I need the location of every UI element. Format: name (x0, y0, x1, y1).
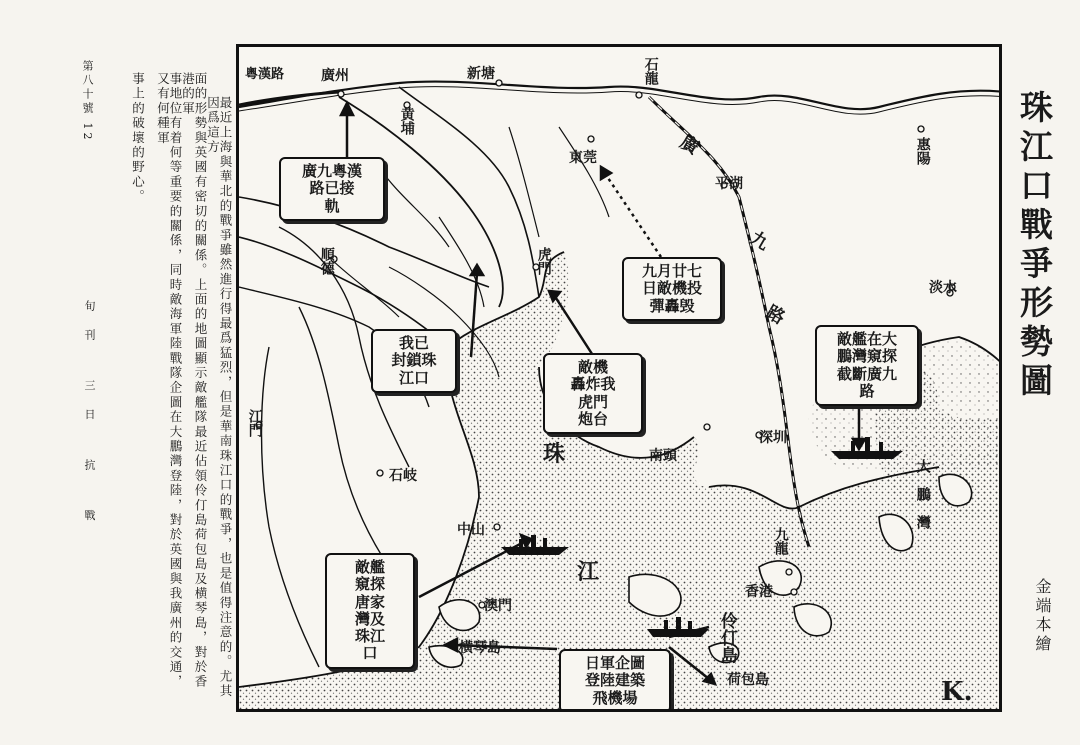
label-pinghu: 平湖 (715, 176, 743, 192)
page-number: 第八十號 12 (81, 60, 94, 143)
map-author: 金端本繪 (1033, 578, 1052, 654)
callout-zhuhai: 敵艦 窺探 唐家 灣及 珠江 口 (325, 553, 415, 669)
callout-sept27-bombing: 九月廿七 日敵機投 彈轟毁 (622, 257, 722, 321)
body-text-col-4: 事上的破壞的野心。 (130, 72, 146, 205)
label-huiyang: 惠陽 (914, 137, 931, 165)
label-kowloon: 九龍 (772, 527, 789, 555)
map-frame (236, 44, 1002, 712)
rail-label-3: 路 (762, 301, 789, 329)
body-text-col-3: 事地位有着何等重要的關係，同時敵海軍陸戰隊企圖在大鵬灣登陸，對於英國與我廣州的交通，又有何種軍 (155, 72, 183, 690)
label-hebao: 荷包島 (727, 672, 769, 688)
river-char-jiang: 江 (577, 559, 600, 585)
label-jiangmen: 江門 (246, 409, 263, 437)
artist-mark: K. (941, 677, 973, 707)
callout-landing: 日軍企圖 登陸建築 飛機場 (559, 649, 671, 712)
callout-dapeng-bay: 敵艦在大 鵬灣窺探 截斷廣九 路 (815, 325, 919, 406)
map-title: 珠江口戰爭形勢圖 (1015, 90, 1054, 402)
rail-label-1: 廣 (676, 131, 703, 159)
label-shenzhen: 深圳 (759, 430, 787, 446)
label-dongguan: 東莞 (569, 150, 597, 166)
label-dapeng: 大鵬灣 (914, 459, 931, 543)
callout-humen-fort: 敵機 轟炸我 虎門 炮台 (543, 353, 643, 434)
label-danshui: 淡水 (929, 280, 957, 296)
label-hengqin: 横琴島 (459, 640, 501, 656)
callout-blockade: 我已 封鎖珠 江口 (371, 329, 457, 393)
label-zhongshan: 中山 (457, 522, 485, 538)
label-shiqi: 石岐 (389, 468, 417, 484)
label-yuehan: 粵漢路 (245, 67, 285, 82)
label-xintang: 新塘 (467, 66, 495, 82)
label-lingding: 伶仃島 (716, 612, 737, 663)
label-shunde: 順德 (318, 247, 335, 275)
label-hongkong: 香港 (745, 584, 773, 600)
label-humen: 虎門 (535, 247, 552, 275)
label-shilong: 石龍 (642, 57, 659, 85)
label-macau: 澳門 (484, 598, 512, 614)
label-nantou: 南頭 (649, 448, 677, 464)
label-huangpu: 黄埔 (398, 107, 415, 135)
callout-guangjiu-link: 廣九粵漢 路已接 軌 (279, 157, 385, 221)
body-text-col-2: 面的形勢與英國有密切的關係。上面的地圖顯示敵艦隊最近佔領伶仃島荷包島及横琴島，對於香港的軍 (180, 72, 208, 690)
margin-header: 旬刊 三日 抗 戰 (83, 300, 96, 539)
body-text-col-1: 最近上海與華北的戰爭雖然進行得最爲猛烈，但是華南珠江口的戰爭，也是值得注意的。尤其因爲這方 (205, 96, 233, 699)
river-char-zhu: 珠 (543, 441, 566, 467)
label-guangzhou: 廣州 (321, 68, 349, 84)
rail-label-2: 九 (746, 227, 773, 255)
